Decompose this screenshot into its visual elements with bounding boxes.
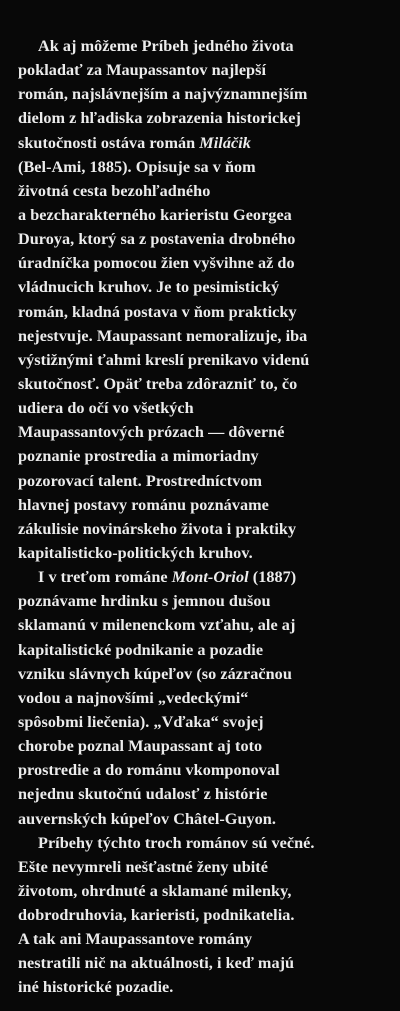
text-line [18, 662, 390, 686]
text-run: I v treťom románe [38, 568, 172, 587]
text-run: nestratili nič na aktuálnosti, i keď majú [18, 954, 295, 973]
text-line [18, 203, 390, 227]
text-line [18, 710, 390, 734]
text-run: vodou a najnovšími „vedeckými“ [18, 688, 249, 707]
text-line [18, 782, 390, 806]
text-run: nejednu skutočnú udalosť z histórie [18, 785, 268, 804]
text-run: vládnucich kruhov. Je to pesimistický [18, 278, 280, 297]
text-line [18, 396, 390, 420]
text-run: kapitalisticko-politických kruhov. [18, 543, 253, 562]
text-run: (1887) [248, 568, 297, 587]
text-line [18, 517, 390, 541]
text-run: auvernských kúpeľov Châtel-Guyon. [18, 809, 276, 828]
text-line [18, 638, 390, 662]
text-line [18, 420, 390, 444]
text-line [18, 469, 390, 493]
text-line [18, 855, 390, 879]
text-line [18, 106, 390, 130]
text-run: Maupassantových prózach — dôverné [18, 423, 285, 442]
text-line [18, 179, 390, 203]
text-line [18, 541, 390, 565]
text-line [18, 758, 390, 782]
text-line [18, 831, 390, 855]
text-line [18, 275, 390, 299]
text-run: chorobe poznal Maupassant aj toto [18, 737, 263, 756]
paragraph [18, 34, 390, 565]
text-line [18, 82, 390, 106]
text-run: a bezcharakterného karieristu Georgea [18, 205, 292, 224]
text-line [18, 372, 390, 396]
text-line [18, 734, 390, 758]
text-line [18, 348, 390, 372]
text-run: hlavnej postavy románu poznávame [18, 495, 269, 514]
text-run: román, najslávnejším a najvýznamnejším [18, 85, 308, 104]
text-run: spôsobmi liečenia). „Vďaka“ svojej [18, 712, 264, 731]
text-run: A tak ani Maupassantove romány [18, 930, 253, 949]
text-line [18, 300, 390, 324]
text-run: Duroya, ktorý sa z postavenia drobného [18, 230, 296, 249]
text-line [18, 807, 390, 831]
text-run: (Bel-Ami, 1885). Opisuje sa v ňom [18, 157, 256, 176]
text-run: nejestvuje. Maupassant nemoralizuje, iba [18, 326, 308, 345]
text-line [18, 324, 390, 348]
text-line [18, 34, 390, 58]
text-run: poznávame hrdinku s jemnou dušou [18, 592, 271, 611]
text-run: Ešte nevymreli nešťastné ženy ubité [18, 857, 268, 876]
body-text [18, 34, 390, 1000]
text-run: román, kladná postava v ňom prakticky [18, 302, 297, 321]
text-line [18, 927, 390, 951]
text-line [18, 903, 390, 927]
text-run: úradníčka pomocou žien vyšvihne až do [18, 254, 295, 273]
paragraph [18, 565, 390, 831]
text-line [18, 975, 390, 999]
text-run: výstižnými ťahmi kreslí prenikavo videnú [18, 350, 310, 369]
text-line [18, 227, 390, 251]
text-run: poznanie prostredia a mimoriadny [18, 447, 259, 466]
text-run: Príbehy týchto troch románov sú večné. [38, 833, 315, 852]
text-line [18, 951, 390, 975]
text-run: skutočnosti ostáva román [18, 133, 200, 152]
italic-title: Mont-Oriol [171, 568, 249, 587]
italic-title: Miláčik [199, 133, 251, 152]
text-run: zákulisie novinárskeho života i praktiky [18, 519, 297, 538]
text-line [18, 58, 390, 82]
text-run: Ak aj môžeme Príbeh jedného života [38, 37, 294, 55]
text-line [18, 589, 390, 613]
text-run: vzniku slávnych kúpeľov (so zázračnou [18, 664, 292, 683]
text-run: kapitalistické podnikanie a pozadie [18, 640, 264, 659]
text-run: skutočnosť. Opäť treba zdôrazniť to, čo [18, 374, 298, 393]
text-run: pokladať za Maupassantov najlepší [18, 61, 267, 80]
text-run: prostredie a do románu vkomponoval [18, 761, 280, 780]
text-line [18, 565, 390, 589]
text-run: životná cesta bezohľadného [18, 181, 211, 200]
text-line [18, 131, 390, 155]
text-line [18, 879, 390, 903]
text-run: sklamanú v milenenckom vzťahu, ale aj [18, 616, 296, 635]
text-run: pozorovací talent. Prostredníctvom [18, 471, 263, 490]
text-run: iné historické pozadie. [18, 978, 174, 997]
text-line [18, 493, 390, 517]
paragraph [18, 831, 390, 1000]
text-line [18, 613, 390, 637]
text-run: udiera do očí vo všetkých [18, 399, 194, 418]
text-line [18, 251, 390, 275]
text-line [18, 686, 390, 710]
text-run: dielom z hľadiska zobrazenia historickej [18, 109, 301, 128]
text-line [18, 155, 390, 179]
text-run: životom, ohrdnuté a sklamané milenky, [18, 881, 292, 900]
text-line [18, 444, 390, 468]
text-run: dobrodruhovia, karieristi, podnikatelia. [18, 906, 295, 925]
